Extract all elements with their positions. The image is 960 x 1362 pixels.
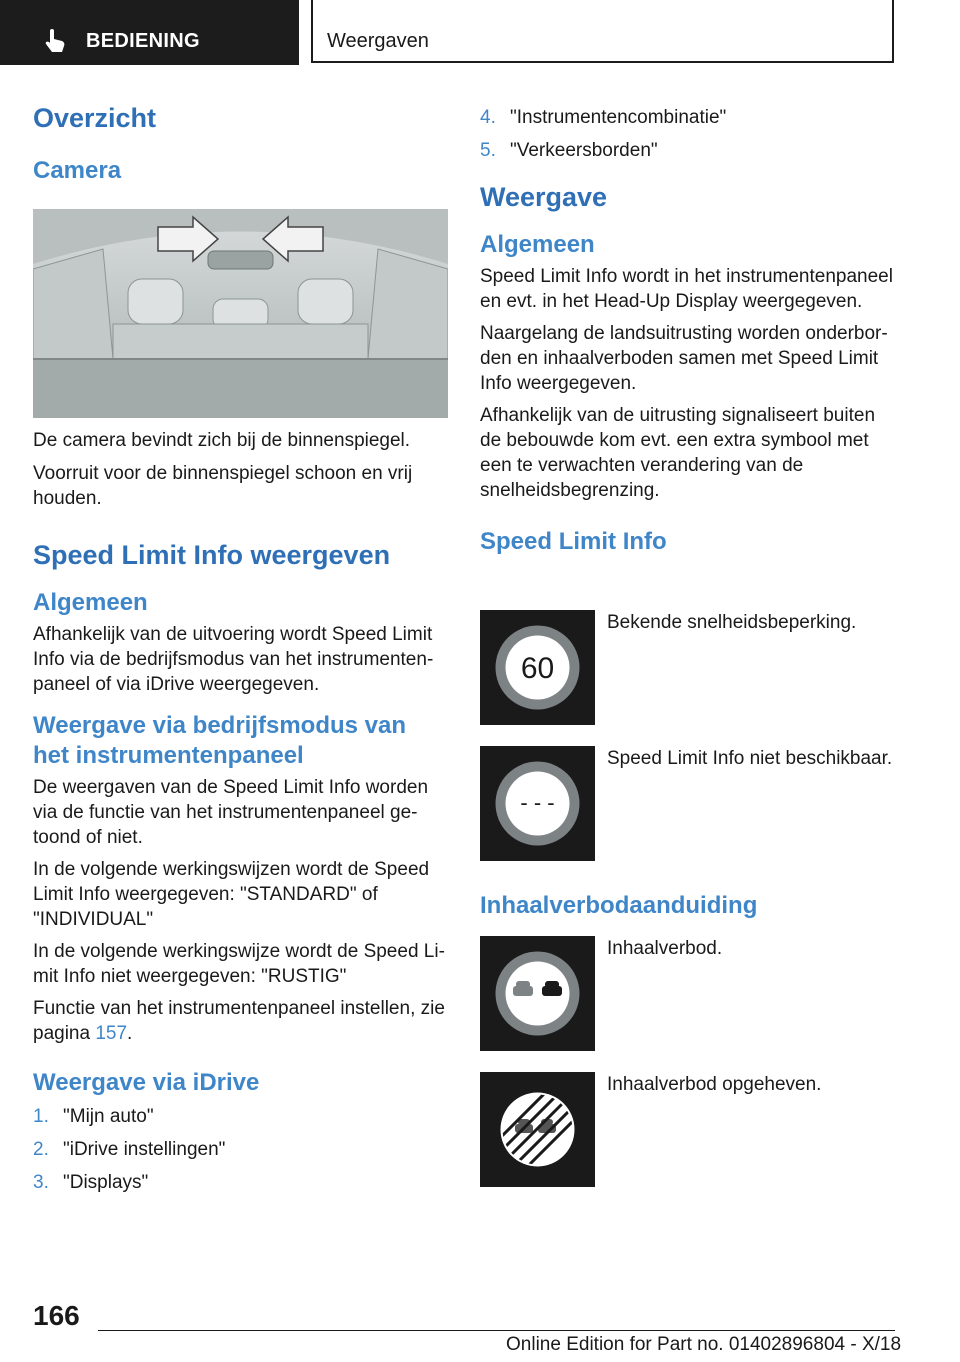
- step-text: "Instrumentencombinatie": [510, 107, 727, 128]
- speed-limit-value: 60: [520, 652, 555, 685]
- list-item: [33, 1170, 448, 1195]
- left-column: [33, 100, 448, 1203]
- list-item: [33, 1137, 448, 1162]
- step-number: 2.: [33, 1139, 49, 1160]
- heading-weergave: Weergave: [480, 182, 608, 212]
- speed-limit-60-icon: [480, 610, 595, 725]
- chapter-title: Weergaven: [327, 30, 429, 52]
- heading-camera: Camera: [33, 157, 122, 184]
- idrive-steps-continued: [480, 105, 895, 163]
- step-text: "Mijn auto": [63, 1106, 154, 1127]
- sign-60-caption: Bekende snelheidsbeperking.: [607, 612, 857, 633]
- camera-paragraph-1: De camera bevindt zich bij de binnenspiegel.: [33, 430, 411, 451]
- sign-unavailable-caption: Speed Limit Info niet beschikbaar.: [607, 748, 893, 769]
- end-of-no-overtaking-icon: [480, 1072, 595, 1187]
- weergave-paragraph-3: Afhankelijk van de uitrusting signaliseert buiten de bebouwde kom evt. een extra symbool met een te verwachten verandering van de snelheidsbegrenzing.: [480, 405, 876, 501]
- weergave-paragraph-2: Naargelang de landsuitrusting worden onderborden en inhaalverboden samen met Speed Limit Info weergegeven.: [480, 323, 888, 394]
- weergave-paragraph-1: Speed Limit Info wordt in het instrumentenpaneel en evt. in het Head-Up Display weergegeven.: [480, 266, 893, 312]
- page-link[interactable]: 157: [95, 1023, 128, 1044]
- edition-text: Online Edition for Part no. 01402896804 - X/18: [506, 1334, 902, 1355]
- list-item: [480, 105, 895, 130]
- heading-inhaal: Inhaalverbodaanduiding: [480, 892, 758, 919]
- idrive-steps: [33, 1104, 448, 1195]
- list-item: [480, 138, 895, 163]
- step-text: "Verkeersborden": [510, 140, 658, 161]
- no-overtaking-icon: [480, 936, 595, 1051]
- footer-divider: [98, 1330, 895, 1331]
- speed-limit-value: - - -: [520, 790, 555, 815]
- step-text: "iDrive instellingen": [63, 1139, 226, 1160]
- heading-speed-limit: Speed Limit Info weergeven: [33, 540, 391, 570]
- heading-algemeen-right: Algemeen: [480, 231, 595, 258]
- bedrijfsmodus-paragraph-3: In de volgende werkingswijze wordt de Speed Limit Info niet weergegeven: "RUSTIG": [33, 941, 445, 987]
- step-number: 1.: [33, 1106, 49, 1127]
- algemeen-paragraph: Afhankelijk van de uitvoering wordt Speed Limit Info via de bedrijfsmodus van het instrumentenpaneel of via iDrive weergegeven.: [33, 624, 434, 695]
- bedrijfsmodus-paragraph-2: In de volgende werkingswijzen wordt de Speed Limit Info weergegeven: "STANDARD" of "INDIVIDUAL": [33, 859, 430, 930]
- bedrijfsmodus-paragraph-4: [33, 996, 448, 1046]
- heading-algemeen: Algemeen: [33, 589, 148, 616]
- step-number: 3.: [33, 1172, 49, 1193]
- list-item: [33, 1104, 448, 1129]
- sign-inhaal-end-caption: Inhaalverbod opgeheven.: [607, 1074, 822, 1095]
- step-number: 5.: [480, 140, 496, 161]
- step-text: "Displays": [63, 1172, 149, 1193]
- heading-bedrijfsmodus: Weergave via bedrijfsmodus van het instrumentenpaneel: [33, 712, 407, 769]
- right-column: [480, 105, 895, 557]
- paragraph-text: .: [127, 1023, 133, 1044]
- camera-paragraph-2: Voorruit voor de binnenspiegel schoon en vrij houden.: [33, 463, 413, 509]
- paragraph-text: Functie van het instrumentenpaneel instellen, zie pagina: [33, 998, 445, 1044]
- camera-location-image: [33, 209, 448, 418]
- hand-pointer-icon: [42, 28, 68, 59]
- chapter-tab: [311, 0, 894, 63]
- section-title: BEDIENING: [86, 30, 200, 52]
- speed-limit-unavailable-icon: [480, 746, 595, 861]
- step-number: 4.: [480, 107, 496, 128]
- section-tab: [0, 0, 299, 65]
- heading-speed-limit-info: Speed Limit Info: [480, 528, 667, 555]
- heading-overzicht: Overzicht: [33, 103, 157, 133]
- sign-inhaal-caption: Inhaalverbod.: [607, 938, 723, 959]
- page-number: 166: [33, 1300, 80, 1331]
- heading-idrive: Weergave via iDrive: [33, 1069, 260, 1096]
- bedrijfsmodus-paragraph-1: De weergaven van de Speed Limit Info worden via de functie van het instrumentenpaneel getoond of niet.: [33, 777, 429, 848]
